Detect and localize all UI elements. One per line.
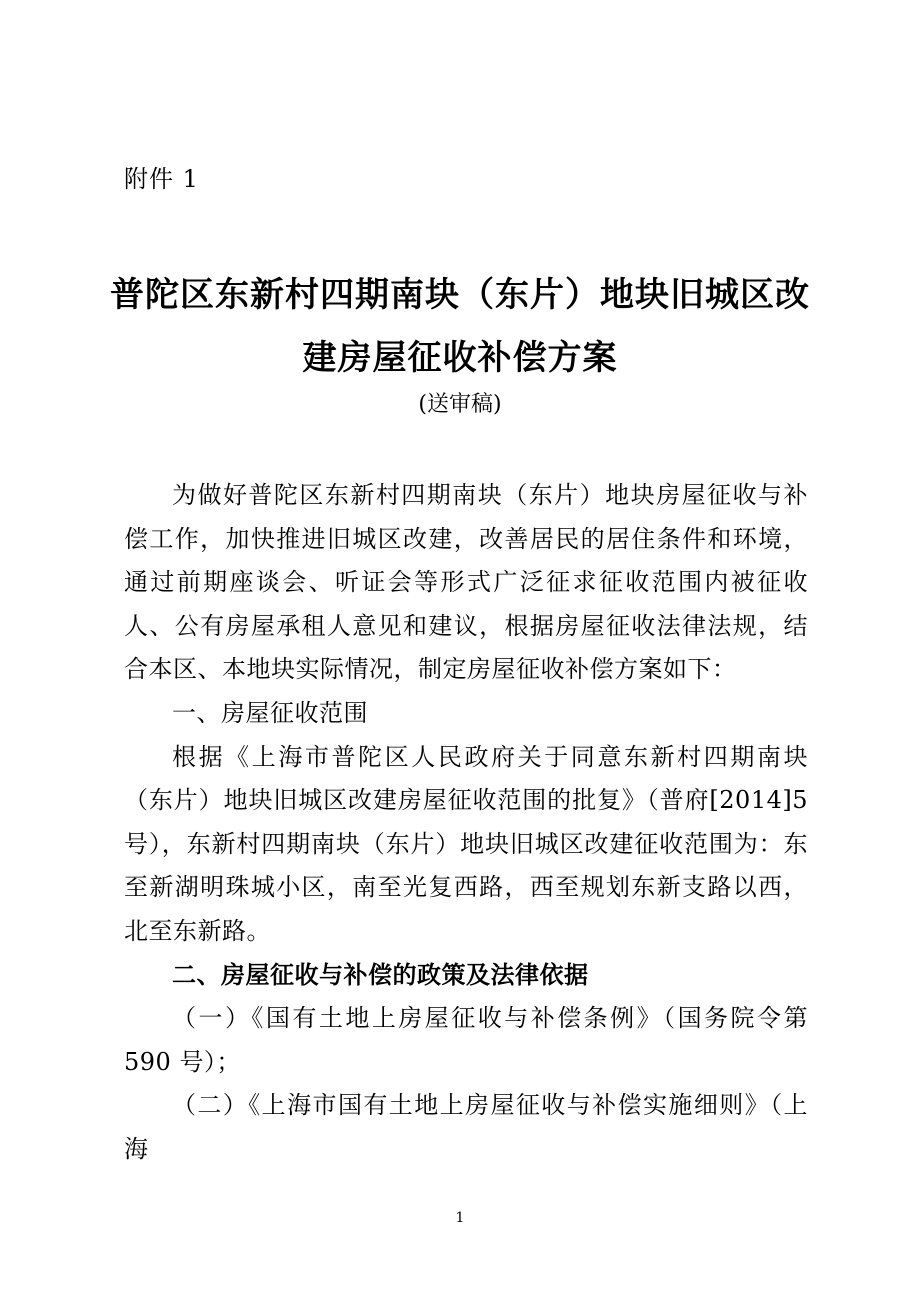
document-title-line-2: 建房屋征收补偿方案	[302, 338, 618, 378]
section-1-heading: 一、房屋征收范围	[172, 698, 368, 727]
section-1-paragraph: 根据《上海市普陀区人民政府关于同意东新村四期南块（东片）地块旧城区改建房屋征收范围的批复》（普府[2014]5 号），东新村四期南块（东片）地块旧城区改建征收范围为：东至新湖明珠城小区，南至光复西路，西至规划东新支路以西，北至东新路。	[124, 742, 808, 945]
page-number: 1	[455, 1210, 465, 1226]
section-2-item-2: （二）《上海市国有土地上房屋征收与补偿实施细则》（上海	[124, 1091, 808, 1163]
section-2-item-1: （一）《国有土地上房屋征收与补偿条例》（国务院令第 590 号）；	[124, 1004, 808, 1076]
section-2-heading: 二、房屋征收与补偿的政策及法律依据	[172, 960, 589, 989]
attachment-label: 附件 1	[124, 165, 199, 193]
draft-status-subtitle: (送审稿)	[418, 392, 502, 417]
intro-paragraph: 为做好普陀区东新村四期南块（东片）地块房屋征收与补偿工作，加快推进旧城区改建，改善居民的居住条件和环境，通过前期座谈会、听证会等形式广泛征求征收范围内被征收人、公有房屋承租人意见和建议，根据房屋征收法律法规，结合本区、本地块实际情况，制定房屋征收补偿方案如下：	[124, 481, 808, 684]
document-title-line-1: 普陀区东新村四期南块（东片）地块旧城区改	[110, 275, 810, 315]
document-body	[124, 474, 808, 1172]
